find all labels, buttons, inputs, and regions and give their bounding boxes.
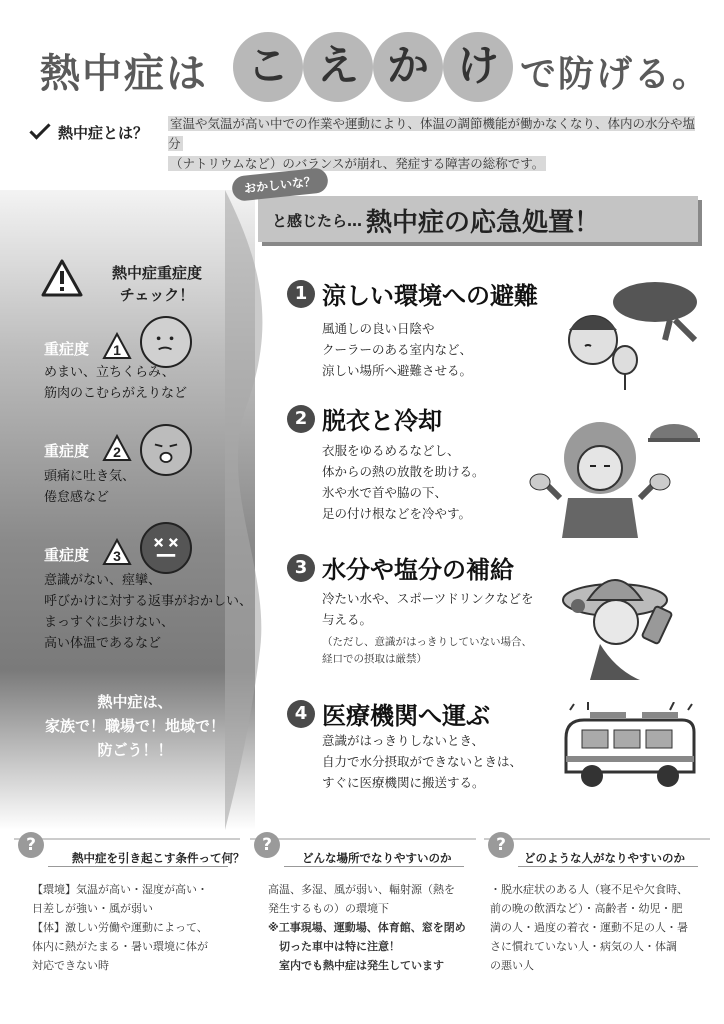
question-box-people (484, 835, 710, 978)
severity-3-label: 重症度 (44, 546, 90, 564)
question-title-people: どのような人がなりやすいのか (524, 851, 685, 865)
places-line-4: 切った車中は特に注意！ (268, 940, 400, 953)
people-line-1: ・脱水症状のある人（寝不足や欠食時、 (490, 883, 688, 896)
divider (284, 866, 464, 867)
step-1-description (322, 318, 472, 381)
severity-3-description (44, 570, 252, 654)
step-3-title: 水分や塩分の補給 (322, 556, 514, 584)
people-line-3: 満の人・過度の着衣・運動不足の人・暑 (490, 921, 688, 934)
first-aid-header-title: 熱中症の応急処置！ (366, 208, 601, 238)
drinking-person-illustration (560, 560, 700, 685)
step-3-note (322, 634, 532, 668)
severity-2-description (44, 466, 135, 508)
checkmark-icon (29, 118, 50, 139)
step-2-line-1: 衣服をゆるめるなどし、 (322, 443, 460, 458)
severity-3-line-2: 呼びかけに対する返事がおかしい、 (44, 594, 253, 609)
conditions-line-3: 【体】激しい労働や運動によって、 (32, 921, 208, 934)
places-line-3: ※工事現場、運動場、体育館、窓を閉め (268, 921, 466, 934)
severity-3-line-1: 意識がない、痙攣、 (44, 573, 162, 588)
slogan-line-3: 防ごう！！ (97, 741, 173, 759)
step-4-line-1: 意識がはっきりしないとき、 (322, 733, 485, 748)
places-line-5: 室内でも熱中症は発生しています (268, 959, 444, 972)
step-3-note-line-1: （ただし、意識がはっきりしていない場合、 (322, 636, 532, 648)
question-icon: ? (18, 832, 44, 858)
conditions-line-4: 体内に熱がたまる・暑い環境に体が (32, 940, 208, 953)
places-line-1: 高温、多湿、風が弱い、輻射源（熱を (268, 883, 455, 896)
warning-icon (40, 258, 84, 298)
severity-1-label: 重症度 (44, 340, 90, 358)
title-bubble-e: え (303, 32, 373, 102)
severity-2-triangle-icon (102, 434, 132, 462)
title-bubble-ka: か (373, 32, 443, 102)
first-aid-header-prefix: と感じたら… (272, 212, 363, 230)
step-4-line-2: 自力で水分摂取ができないときは、 (322, 754, 523, 769)
title-bubble-ko: こ (233, 32, 303, 102)
places-line-2: 発生するもの）の環境下 (268, 902, 389, 915)
conditions-line-1: 【環境】気温が高い・湿度が高い・ (32, 883, 208, 896)
severity-3-triangle-icon (102, 538, 132, 566)
severity-check-title (92, 262, 222, 306)
definition-line-1: 室温や気温が高い中での作業や運動により、体温の調節機能が働かなくなり、体内の水分や塩分 (168, 116, 696, 151)
definition-label (30, 122, 148, 143)
divider (518, 866, 698, 867)
step-2-number: 2 (287, 405, 315, 433)
speech-bubble: おかしいな？ (231, 167, 329, 202)
title-suffix: で防げる。 (520, 54, 711, 95)
severity-2-line-1: 頭痛に吐き気、 (44, 469, 136, 484)
definition-label-text: 熱中症とは？ (58, 124, 149, 142)
conditions-line-2: 日差しが強い・風が弱い (32, 902, 153, 915)
step-4-description (322, 730, 522, 793)
severity-2-line-2: 倦怠感など (44, 490, 110, 505)
slogan-line-2: 家族で！職場で！地域で！ (44, 717, 225, 735)
step-2-line-4: 足の付け根などを冷やす。 (322, 506, 472, 521)
step-4-title: 医療機関へ運ぶ (322, 702, 490, 730)
first-aid-header (258, 196, 698, 242)
question-title-places: どんな場所でなりやすいのか (302, 851, 452, 865)
step-3-line-1: 冷たい水や、スポーツドリンクなどを (322, 591, 534, 606)
definition-text (168, 114, 698, 174)
severity-check-title-line-1: 熱中症重症度 (111, 264, 202, 282)
question-answer-conditions (32, 880, 248, 975)
ambulance-icon (560, 702, 700, 792)
people-line-4: さに慣れていない人・病気の人・体調 (490, 940, 677, 953)
step-2-line-2: 体からの熱の放散を助ける。 (322, 464, 485, 479)
severity-3-line-4: 高い体温であるなど (44, 636, 162, 651)
question-answer-people (490, 880, 712, 975)
severity-1-description (44, 362, 187, 404)
people-line-5: の悪い人 (490, 959, 534, 972)
step-3-line-2: 与える。 (322, 612, 373, 627)
moderate-face-icon (140, 424, 192, 476)
question-answer-places (268, 880, 482, 975)
step-3-number: 3 (287, 554, 315, 582)
step-1-line-1: 風通しの良い日陰や (322, 321, 435, 336)
people-line-2: 前の晩の飲酒など）・高齢者・幼児・肥 (490, 902, 683, 915)
shade-tree-illustration (555, 280, 705, 400)
step-2-line-3: 氷や水で首や脇の下、 (322, 485, 448, 500)
divider (48, 866, 228, 867)
step-3-description (322, 588, 534, 630)
definition-line-2: （ナトリウムなど）のバランスが崩れ、発症する障害の総称です。 (170, 156, 545, 171)
severity-1-line-1: めまい、立ちくらみ、 (44, 365, 175, 380)
severity-2-number: 2 (113, 444, 121, 460)
page-title (0, 30, 724, 110)
cooling-person-illustration (520, 418, 705, 538)
step-2-title: 脱衣と冷却 (322, 407, 442, 435)
question-title-conditions: 熱中症を引き起こす条件って何？ (72, 851, 245, 865)
step-2-description (322, 440, 485, 524)
step-4-number: 4 (287, 700, 315, 728)
severe-face-icon (140, 522, 192, 574)
severity-3-line-3: まっすぐに歩けない、 (44, 615, 175, 630)
title-bubble-ke: け (443, 32, 513, 102)
severity-1-number: 1 (113, 342, 121, 358)
step-1-line-3: 涼しい場所へ避難させる。 (322, 363, 473, 378)
conditions-line-5: 対応できない時 (32, 959, 109, 972)
severity-check-title-line-2: チェック！ (119, 286, 195, 304)
step-1-number: 1 (287, 280, 315, 308)
slogan-line-1: 熱中症は、 (97, 693, 173, 711)
prevention-slogan (20, 690, 250, 762)
severity-1-line-2: 筋肉のこむらがえりなど (44, 386, 188, 401)
step-1-line-2: クーラーのある室内など、 (322, 342, 473, 357)
question-box-places (250, 835, 476, 978)
severity-2-label: 重症度 (44, 442, 90, 460)
mild-face-icon (140, 316, 192, 368)
severity-1-triangle-icon (102, 332, 132, 360)
step-3-note-line-2: 経口での摂取は厳禁） (322, 653, 427, 665)
step-4-line-3: すぐに医療機関に搬送する。 (322, 775, 485, 790)
step-1-title: 涼しい環境への避難 (322, 282, 538, 310)
title-prefix: 熱中症は (40, 51, 208, 97)
question-box-conditions (14, 835, 245, 978)
severity-3-number: 3 (113, 548, 121, 564)
question-icon: ? (488, 832, 514, 858)
question-icon: ? (254, 832, 280, 858)
